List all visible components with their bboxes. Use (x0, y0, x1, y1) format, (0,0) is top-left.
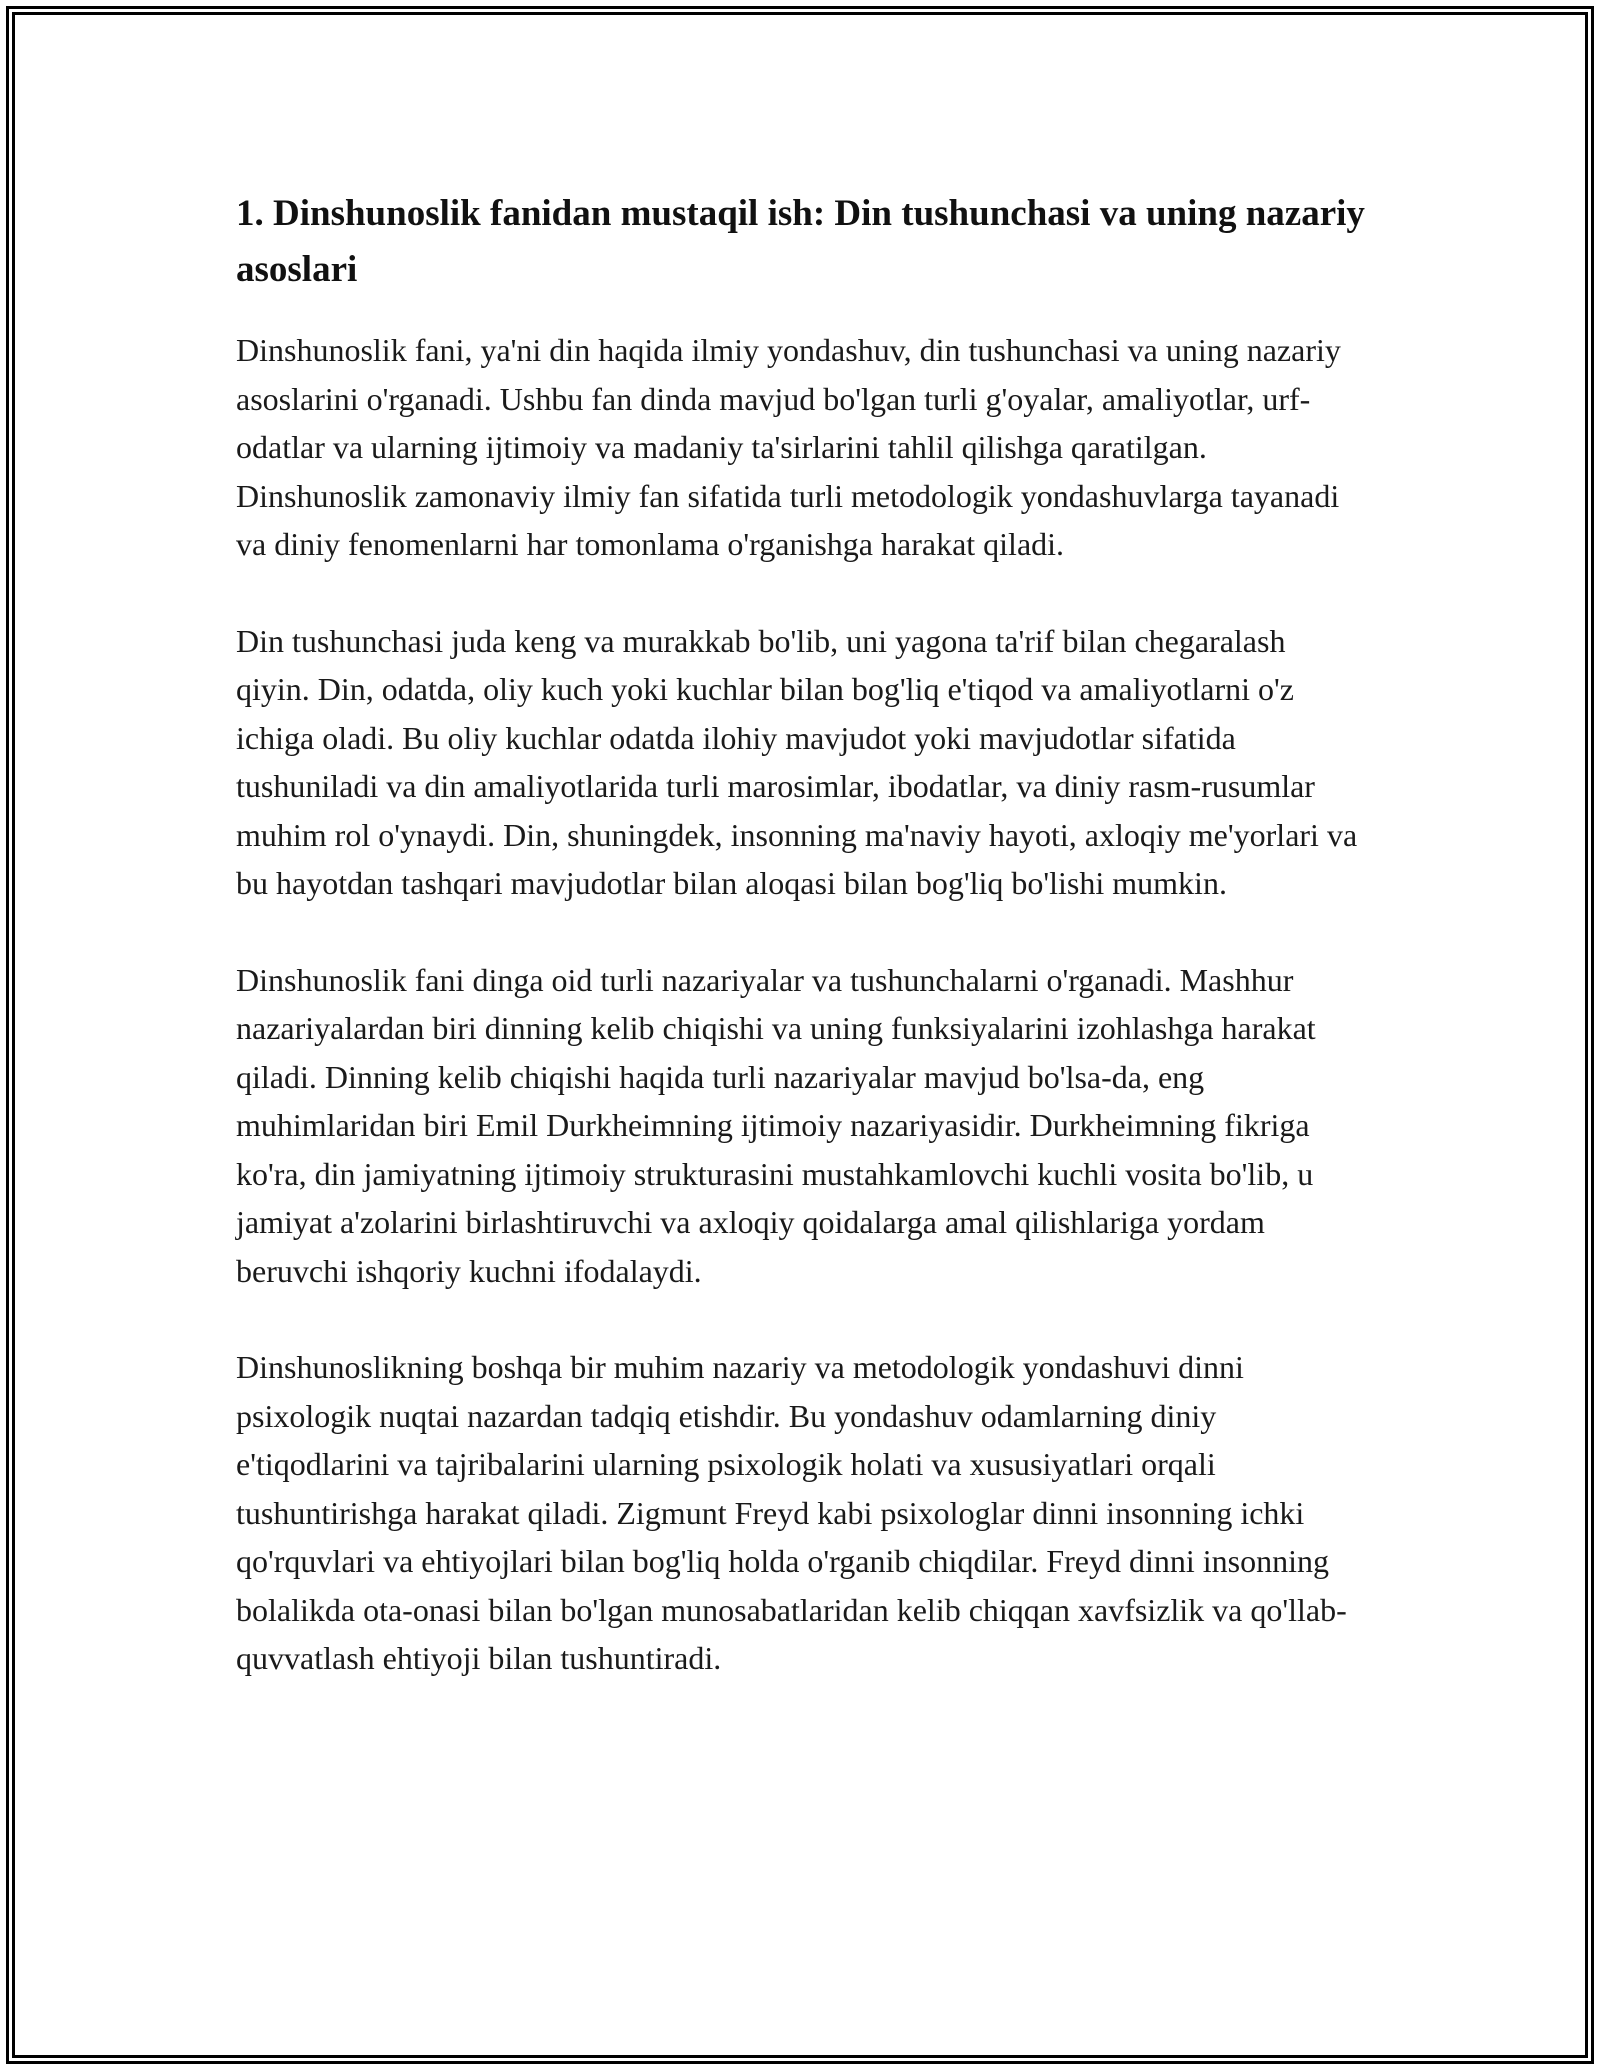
paragraph-intro: Dinshunoslik fani, ya'ni din haqida ilmiy yondashuv, din tushunchasi va uning nazariy asoslarini o'rganadi. Ushbu fan dinda mavjud bo'lgan turli g'oyalar, amaliyotlar, urf-odatlar va ularning ijtimoiy va madaniy ta'sirlarini tahlil qilishga qaratilgan. Dinshunoslik zamonaviy ilmiy fan sifatida turli metodologik yondashuvlarga tayanadi va diniy fenomenlarni har tomonlama o'rganishga harakat qiladi. (236, 332, 1341, 562)
document-body (236, 186, 1366, 1731)
document-title: 1. Dinshunoslik fanidan mustaqil ish: Din tushunchasi va uning nazariy asoslari (236, 193, 1365, 290)
paragraph-theories: Dinshunoslik fani dinga oid turli nazariyalar va tushunchalarni o'rganadi. Mashhur nazariyalardan biri dinning kelib chiqishi va uning funksiyalarini izohlashga harakat qiladi. Dinning kelib chiqishi haqida turli nazariyalar mavjud bo'lsa-da, eng muhimlaridan biri Emil Durkheimning ijtimoiy nazariyasidir. Durkheimning fikriga ko'ra, din jamiyatning ijtimoiy strukturasini mustahkamlovchi kuchli vosita bo'lib, u jamiyat a'zolarini birlashtiruvchi va axloqiy qoidalarga amal qilishlariga yordam beruvchi ishqoriy kuchni ifodalaydi. (236, 961, 1316, 1289)
paragraph-religion-concept: Din tushunchasi juda keng va murakkab bo'lib, uni yagona ta'rif bilan chegaralash qiyin. Din, odatda, oliy kuch yoki kuchlar bilan bog'liq e'tiqod va amaliyotlarni o'z ichiga oladi. Bu oliy kuchlar odatda ilohiy mavjudot yoki mavjudotlar sifatida tushuniladi va din amaliyotlarida turli marosimlar, ibodatlar, va diniy rasm-rusumlar muhim rol o'ynaydi. Din, shuningdek, insonning ma'naviy hayoti, axloqiy me'yorlari va bu hayotdan tashqari mavjudotlar bilan aloqasi bilan bog'liq bo'lishi mumkin. (236, 622, 1358, 901)
paragraph-psychological-approach: Dinshunoslikning boshqa bir muhim nazariy va metodologik yondashuvi dinni psixologik nuqtai nazardan tadqiq etishdir. Bu yondashuv odamlarning diniy e'tiqodlarini va tajribalarini ularning psixologik holati va xususiyatlari orqali tushuntirishga harakat qiladi. Zigmunt Freyd kabi psixologlar dinni insonning ichki qo'rquvlari va ehtiyojlari bilan bog'liq holda o'rganib chiqdilar. Freyd dinni insonning bolalikda ota-onasi bilan bo'lgan munosabatlaridan kelib chiqqan xavfsizlik va qo'llab-quvvatlash ehtiyoji bilan tushuntiradi. (236, 1349, 1347, 1676)
